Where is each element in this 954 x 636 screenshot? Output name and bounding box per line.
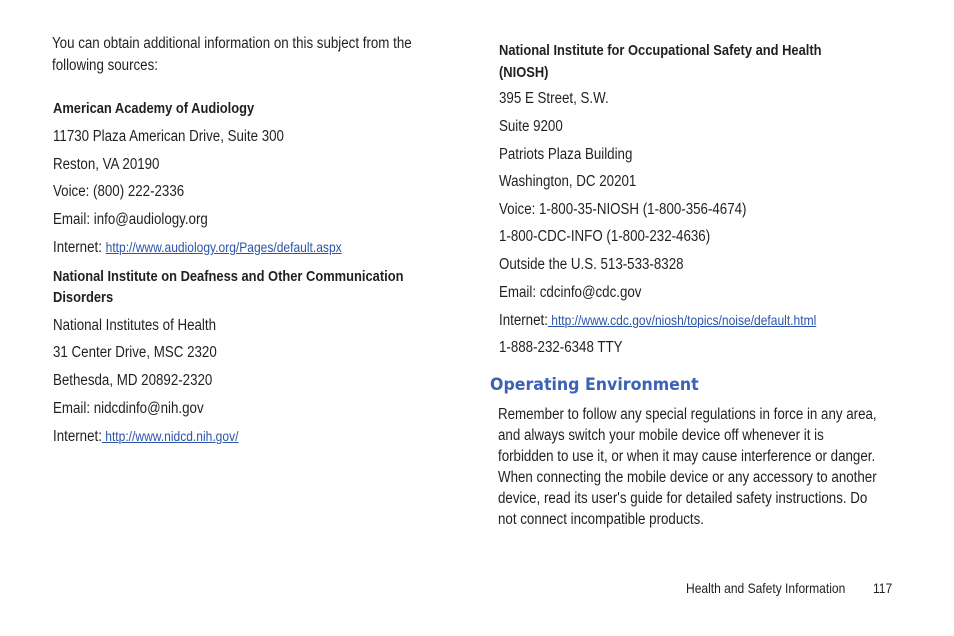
nidcd-internet-label: Internet:: [53, 428, 102, 445]
nidcd-title-line-1: National Institute on Deafness and Other Communication: [53, 268, 404, 285]
aaa-internet: [53, 238, 342, 257]
aaa-voice: Voice: (800) 222-2336: [53, 183, 185, 200]
nidcd-address: 31 Center Drive, MSC 2320: [53, 344, 217, 361]
paragraph-line-3: forbidden to use it, or when it may cause interference or danger.: [498, 448, 876, 465]
niosh-voice: Voice: 1-800-35-NIOSH (1-800-356-4674): [499, 201, 747, 218]
paragraph-line-5: device, read its user's guide for detailed safety instructions. Do: [498, 490, 868, 507]
nidcd-link[interactable]: http://www.nidcd.nih.gov/: [101, 428, 239, 444]
niosh-street: 395 E Street, S.W.: [499, 90, 609, 107]
niosh-title-line-2: (NIOSH): [499, 64, 549, 81]
paragraph-line-4: When connecting the mobile device or any accessory to another: [498, 469, 877, 486]
aaa-email: Email: info@audiology.org: [53, 211, 208, 228]
niosh-link[interactable]: http://www.cdc.gov/niosh/topics/noise/default.html: [547, 312, 817, 328]
footer-section-title: Health and Safety Information: [686, 580, 846, 596]
niosh-email: Email: cdcinfo@cdc.gov: [499, 284, 642, 301]
niosh-building: Patriots Plaza Building: [499, 146, 633, 163]
nidcd-internet: [53, 427, 238, 446]
page-number: 117: [873, 580, 893, 596]
aaa-internet-label: Internet:: [53, 239, 102, 256]
aaa-city: Reston, VA 20190: [53, 156, 160, 173]
intro-line-2: following sources:: [52, 57, 158, 74]
niosh-tty: 1-888-232-6348 TTY: [499, 339, 623, 356]
niosh-city: Washington, DC 20201: [499, 173, 637, 190]
nidcd-city: Bethesda, MD 20892-2320: [53, 372, 213, 389]
paragraph-line-6: not connect incompatible products.: [498, 511, 704, 528]
nidcd-org: National Institutes of Health: [53, 317, 217, 334]
intro-line-1: You can obtain additional information on this subject from the: [52, 35, 412, 52]
section-paragraph: [498, 404, 938, 530]
niosh-outside-us: Outside the U.S. 513-533-8328: [499, 256, 684, 273]
aaa-link[interactable]: http://www.audiology.org/Pages/default.aspx: [105, 239, 342, 255]
niosh-suite: Suite 9200: [499, 118, 563, 135]
niosh-internet-label: Internet:: [499, 312, 548, 329]
nidcd-title-line-2: Disorders: [53, 289, 114, 306]
paragraph-line-1: Remember to follow any special regulations in force in any area,: [498, 406, 877, 423]
nidcd-email: Email: nidcdinfo@nih.gov: [53, 400, 204, 417]
section-heading: Operating Environment: [490, 375, 699, 395]
aaa-title: American Academy of Audiology: [53, 100, 255, 117]
paragraph-line-2: and always switch your mobile device off whenever it is: [498, 427, 824, 444]
niosh-title-line-1: National Institute for Occupational Safety and Health: [499, 42, 822, 59]
aaa-address: 11730 Plaza American Drive, Suite 300: [53, 128, 284, 145]
niosh-internet: [499, 311, 816, 330]
niosh-cdc-info: 1-800-CDC-INFO (1-800-232-4636): [499, 228, 711, 245]
